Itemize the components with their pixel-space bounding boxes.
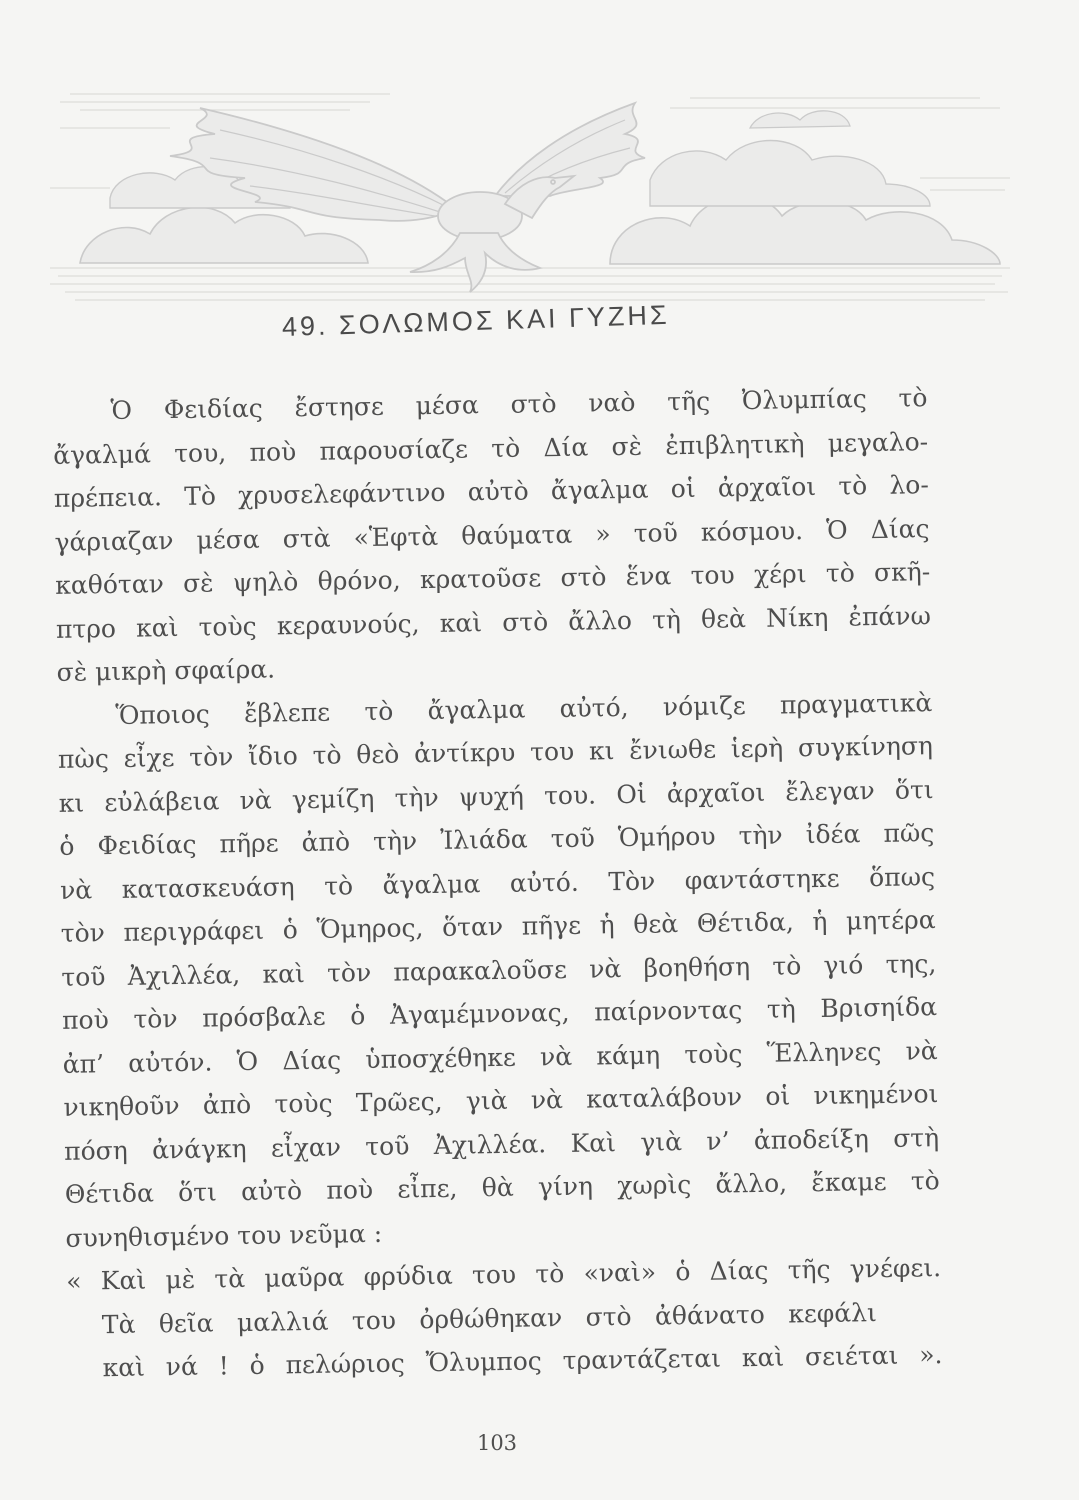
chapter-title: 49. ΣΟΛΩΜΟΣ ΚΑΙ ΓΥΖΗΣ: [281, 299, 670, 342]
page-number: 103: [476, 1431, 518, 1455]
text-line: τοῦ Ἀχιλλέα, καὶ τὸν παρακαλοῦσε νὰ βοηθήση τὸ γιό της,: [61, 948, 937, 992]
paragraph: [52, 376, 932, 694]
paragraph: [57, 681, 941, 1260]
text-line: πτρο καὶ τοὺς κεραυνούς, καὶ στὸ ἄλλο τὴ θεὰ Νίκη ἐπάνω: [55, 600, 932, 644]
text-line: κι εὐλάβεια νὰ γεμίζη τὴν ψυχή του. Οἱ ἀρχαῖοι ἔλεγαν ὅτι: [58, 774, 934, 818]
text-line: ὁ Φειδίας πῆρε ἀπὸ τὴν Ἰλιάδα τοῦ Ὁμήρου τὴν ἰδέα πῶς: [59, 818, 935, 861]
right-clouds: [610, 111, 1000, 264]
text-line: ἄγαλμά του, ποὺ παρουσίαζε τὸ Δία σὲ ἐπιβλητικὴ μεγαλο-: [52, 426, 929, 470]
text-line: σὲ μικρὴ σφαίρα.: [56, 654, 276, 687]
verse-line: « Καὶ μὲ τὰ μαῦρα φρύδια του τὸ «ναὶ» ὁ Δίας τῆς γνέφει.: [65, 1253, 942, 1296]
text-line: γάριαζαν μέσα στὰ «Ἑφτὰ θαύματα » τοῦ κόσμου. Ὁ Δίας: [54, 513, 930, 557]
phoenix-tail: [410, 233, 540, 292]
text-line: Ὁ Φειδίας ἔστησε μέσα στὸ ναὸ τῆς Ὀλυμπίας τὸ: [110, 383, 928, 426]
body-text: [52, 376, 943, 1390]
verse-line: Τὰ θεῖα μαλλιά του ὀρθώθηκαν στὸ ἀθάνατο κεφάλι: [101, 1297, 878, 1339]
text-line: Ὅποιος ἔβλεπε τὸ ἄγαλμα αὐτό, νόμιζε πραγματικὰ: [115, 687, 933, 730]
text-line: πὼς εἶχε τὸν ἴδιο τὸ θεὸ ἀντίκρυ του κι ἔνιωθε ἱερὴ συγκίνηση: [57, 731, 934, 774]
text-line: καθόταν σὲ ψηλὸ θρόνο, κρατοῦσε στὸ ἕνα του χέρι τὸ σκῆ-: [55, 557, 931, 600]
text-line: νὰ κατασκευάση τὸ ἄγαλμα αὐτό. Τὸν φαντάστηκε ὅπως: [59, 861, 936, 905]
phoenix-vignette-icon: [50, 68, 1010, 308]
text-line: νικηθοῦν ἀπὸ τοὺς Τρῶες, γιὰ νὰ καταλάβουν οἱ νικημένοι: [63, 1079, 939, 1122]
text-line: ποὺ τὸν πρόσβαλε ὁ Ἀγαμέμνονας, παίρνοντας τὴ Βρισηίδα: [61, 992, 938, 1035]
text-line: πόση ἀνάγκη εἶχαν τοῦ Ἀχιλλέα. Καὶ γιὰ ν’ ἀποδείξη στὴ: [63, 1122, 940, 1166]
text-line: πρέπεια. Τὸ χρυσελεφάντινο αὐτὸ ἄγαλμα οἱ ἀρχαῖοι τὸ λο-: [53, 470, 930, 513]
text-line: ἀπ’ αὐτόν. Ὁ Δίας ὑποσχέθηκε νὰ κάμη τοὺς Ἕλληνες νὰ: [62, 1035, 938, 1079]
verse-line: καὶ νά ! ὁ πελώριος Ὄλυμπος τραντάζεται καὶ σειέται ».: [102, 1340, 943, 1383]
text-line: συνηθισμένο του νεῦμα :: [65, 1218, 383, 1253]
verse-quote: [66, 1246, 943, 1390]
text-line: τὸν περιγράφει ὁ Ὅμηρος, ὅταν πῆγε ἡ θεὰ Θέτιδα, ἡ μητέρα: [60, 905, 936, 948]
text-line: Θέτιδα ὅτι αὐτὸ ποὺ εἶπε, θὰ γίνη χωρὶς ἄλλο, ἔκαμε τὸ: [64, 1166, 940, 1209]
